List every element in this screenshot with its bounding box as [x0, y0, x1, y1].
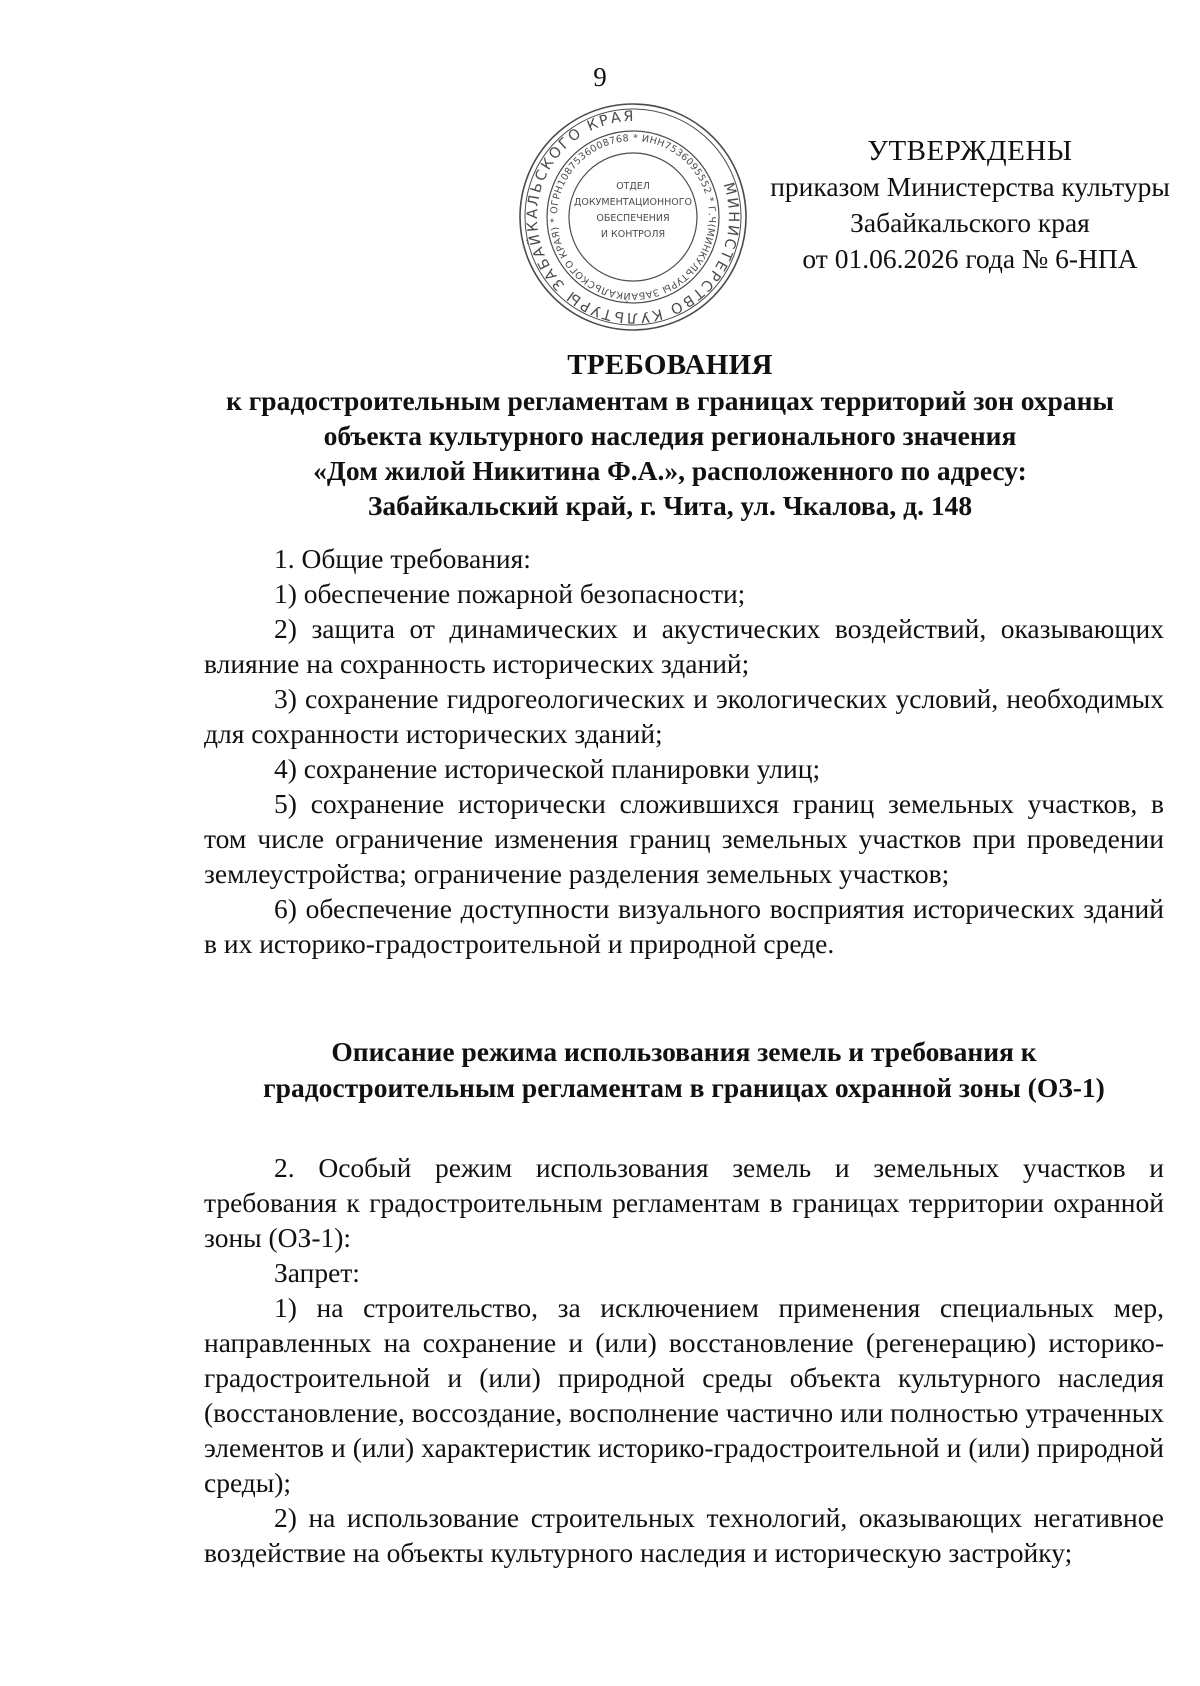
approval-title: УТВЕРЖДЕНЫ: [867, 135, 1073, 167]
list-item: 1) обеспечение пожарной безопасности;: [274, 578, 746, 609]
seal-outer-text: МИНИСТЕРСТВО КУЛЬТУРЫ ЗАБАЙКАЛЬСКОГО КРАЯ: [524, 108, 742, 326]
document-title-main: ТРЕБОВАНИЯ: [567, 349, 773, 381]
seal-center-line: ОТДЕЛ: [616, 181, 650, 192]
page-number: 9: [593, 62, 607, 92]
list-item: 4) сохранение исторической планировки улиц;: [274, 753, 821, 784]
list-item: 3) сохранение гидрогеологических и экологических условий, необходимых для сохранности исторических зданий;: [204, 683, 1164, 749]
official-seal-stamp: [517, 101, 749, 333]
document-title: [190, 348, 1150, 523]
section-intro: 2. Особый режим использования земель и земельных участков и требования к градостроительным регламентам в границах территории охранной зоны (ОЗ-1):: [204, 1152, 1164, 1253]
approval-line: приказом Министерства культуры: [770, 171, 1170, 202]
general-requirements-section: [204, 541, 1164, 961]
oz1-requirements-section: [204, 1150, 1164, 1570]
seal-center-line: И КОНТРОЛЯ: [600, 229, 666, 240]
approval-line: Забайкальского края: [850, 207, 1090, 238]
approval-line: от 01.06.2026 года № 6-НПА: [802, 243, 1138, 274]
seal-ring-text: (МИНКУЛЬТУРЫ ЗАБАЙКАЛЬСКОГО КРАЯ) * ОГРН1087536008768 * ИНН7536095552 * Г.ЧИТА: [548, 132, 718, 302]
seal-center-line: ДОКУМЕНТАЦИОННОГО: [573, 197, 693, 208]
section-title-line: Описание режима использования земель и требования к: [331, 1036, 1037, 1067]
section-title-line: градостроительным регламентам в границах охранной зоны (ОЗ-1): [263, 1072, 1105, 1103]
section-title: [204, 1034, 1164, 1106]
list-item: 6) обеспечение доступности визуального восприятия исторических зданий в их историко-градостроительной и природной среде.: [204, 893, 1164, 959]
list-item: 5) сохранение исторически сложившихся границ земельных участков, в том числе ограничение изменения границ земельных участков при проведении землеустройства; ограничение разделения земельных участков;: [204, 788, 1164, 889]
list-item: 2) на использование строительных технологий, оказывающих негативное воздействие на объекты культурного наследия и историческую застройку;: [204, 1502, 1164, 1568]
approval-block: [720, 133, 1200, 277]
general-requirements-heading: 1. Общие требования:: [274, 543, 531, 574]
prohibition-label: Запрет:: [274, 1257, 360, 1288]
seal-center-line: ОБЕСПЕЧЕНИЯ: [596, 213, 670, 224]
list-item: 1) на строительство, за исключением применения специальных мер, направленных на сохранение и (или) восстановление (регенерацию) историко-градостроительной и (или) природной среды объекта культурного наследия (восстановление, воссоздание, восполнение частично или полностью утраченных элементов и (или) характеристик историко-градостроительной и (или) природной среды);: [204, 1292, 1164, 1498]
document-title-line: к градостроительным регламентам в границах территорий зон охраны: [226, 385, 1114, 416]
document-title-line: «Дом жилой Никитина Ф.А.», расположенного по адресу:: [313, 455, 1027, 486]
document-title-line: объекта культурного наследия регионального значения: [323, 420, 1017, 451]
document-title-line: Забайкальский край, г. Чита, ул. Чкалова, д. 148: [367, 490, 973, 521]
list-item: 2) защита от динамических и акустических воздействий, оказывающих влияние на сохранность исторических зданий;: [204, 613, 1164, 679]
